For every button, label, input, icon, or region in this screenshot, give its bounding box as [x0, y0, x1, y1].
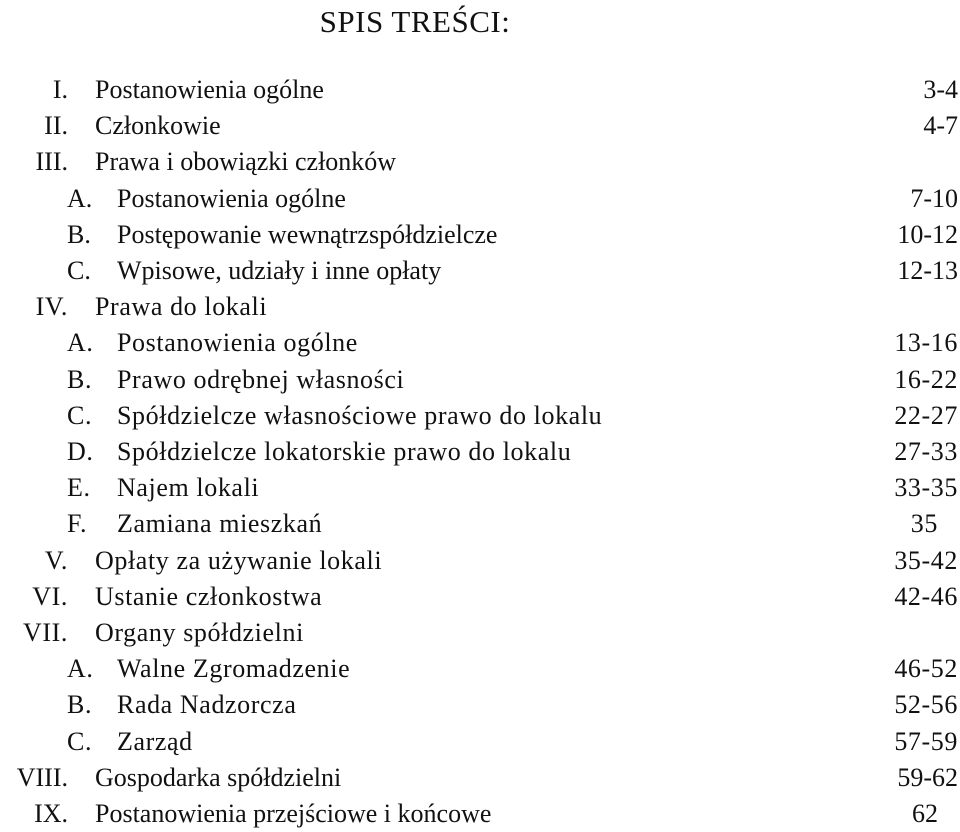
toc-subsection-label: Postanowienia ogólne [117, 183, 346, 213]
toc-section-row [0, 289, 960, 325]
toc-section-label: Gospodarka spółdzielni [95, 762, 342, 792]
toc-subsection-label: Walne Zgromadzenie [117, 654, 351, 684]
toc-page-range: 46-52 [894, 654, 958, 684]
toc-subsection-letter: E. [67, 473, 91, 503]
toc-subsection-row [0, 398, 960, 434]
toc-subsection-letter: C. [67, 726, 93, 756]
toc-subsection-letter: C. [67, 400, 93, 430]
toc-subsection-row [0, 217, 960, 253]
toc-section-label: Organy spółdzielni [95, 618, 304, 647]
toc-section-number: II. [44, 111, 68, 141]
toc-page-range: 35-42 [894, 545, 958, 575]
toc-subsection-letter: A. [67, 183, 93, 213]
toc-section-label: Postanowienia ogólne [95, 75, 324, 104]
toc-subsection-letter: B. [67, 364, 93, 394]
toc-section-label: Ustanie członkostwa [95, 581, 323, 611]
toc-section-number: III. [35, 147, 68, 177]
toc-page-range: 3-4 [923, 75, 958, 104]
toc-subsection-letter: A. [67, 328, 94, 358]
toc-page-range: 33-35 [894, 473, 958, 503]
toc-subsection-label: Postępowanie wewnątrzspółdzielcze [117, 219, 498, 249]
toc-subsection-letter: F. [67, 509, 88, 539]
toc-section-row [0, 543, 960, 579]
toc-section-number: IX. [34, 799, 68, 828]
toc-page-range: 62 [912, 799, 938, 828]
toc-section-number: VI. [32, 581, 68, 611]
toc-section-row [0, 796, 960, 832]
toc-subsection-row [0, 651, 960, 687]
toc-page-range: 27-33 [894, 437, 958, 466]
toc-section-label: Prawa i obowiązki członków [95, 147, 397, 177]
toc-subsection-letter: D. [67, 437, 94, 466]
toc-page-range: 16-22 [894, 364, 958, 394]
toc-subsection-row [0, 362, 960, 398]
toc-subsection-label: Rada Nadzorcza [117, 690, 297, 720]
toc-page-range: 59-62 [897, 762, 958, 792]
toc-section-number: VII. [23, 618, 68, 647]
toc-subsection-row [0, 724, 960, 760]
toc-section-label: Postanowienia przejściowe i końcowe [95, 799, 492, 828]
toc-subsection-row [0, 181, 960, 217]
toc-section-number: I. [52, 75, 68, 104]
toc-subsection-letter: C. [67, 256, 91, 285]
toc-page-range: 7-10 [910, 183, 958, 213]
toc-subsection-label: Zarząd [117, 726, 193, 756]
toc-subsection-label: Wpisowe, udziały i inne opłaty [117, 256, 442, 285]
toc-section-row [0, 579, 960, 615]
toc-page-range: 13-16 [894, 328, 958, 358]
toc-subsection-letter: A. [67, 654, 94, 684]
toc-subsection-letter: B. [67, 219, 91, 249]
toc-subsection-row [0, 253, 960, 289]
toc-section-label: Członkowie [95, 111, 221, 141]
toc-page-range: 4-7 [923, 111, 958, 141]
toc-subsection-label: Postanowienia ogólne [117, 328, 358, 358]
toc-page-range: 52-56 [894, 690, 958, 720]
toc-subsection-row [0, 506, 960, 542]
page-title: SPIS TREŚCI: [319, 4, 511, 39]
toc-section-row [0, 615, 960, 651]
toc-section-row [0, 108, 960, 144]
toc-page-range: 22-27 [894, 400, 958, 430]
toc-subsection-label: Najem lokali [117, 473, 260, 503]
toc-section-number: VIII. [16, 762, 68, 792]
toc-section-row [0, 760, 960, 796]
toc-section-number: V. [44, 545, 68, 575]
toc-section-label: Opłaty za używanie lokali [95, 545, 383, 575]
toc-subsection-row [0, 434, 960, 470]
toc-subsection-label: Spółdzielcze lokatorskie prawo do lokalu [117, 437, 572, 466]
toc-subsection-row [0, 325, 960, 361]
toc-page-range: 35 [910, 509, 938, 539]
toc-subsection-label: Zamiana mieszkań [117, 509, 323, 539]
toc-subsection-row [0, 470, 960, 506]
toc-page-range: 12-13 [897, 256, 958, 285]
toc-section-row [0, 144, 960, 180]
toc-section-label: Prawa do lokali [95, 292, 268, 322]
toc-section-number: IV. [35, 292, 68, 322]
toc-page-range: 10-12 [897, 219, 958, 249]
toc-page-range: 57-59 [894, 726, 958, 756]
toc-subsection-label: Spółdzielcze własnościowe prawo do lokalu [117, 400, 603, 430]
toc-subsection-letter: B. [67, 690, 93, 720]
toc-page-range: 42-46 [894, 581, 958, 611]
toc-subsection-row [0, 687, 960, 723]
toc-section-row [0, 72, 960, 108]
toc-subsection-label: Prawo odrębnej własności [117, 364, 405, 394]
